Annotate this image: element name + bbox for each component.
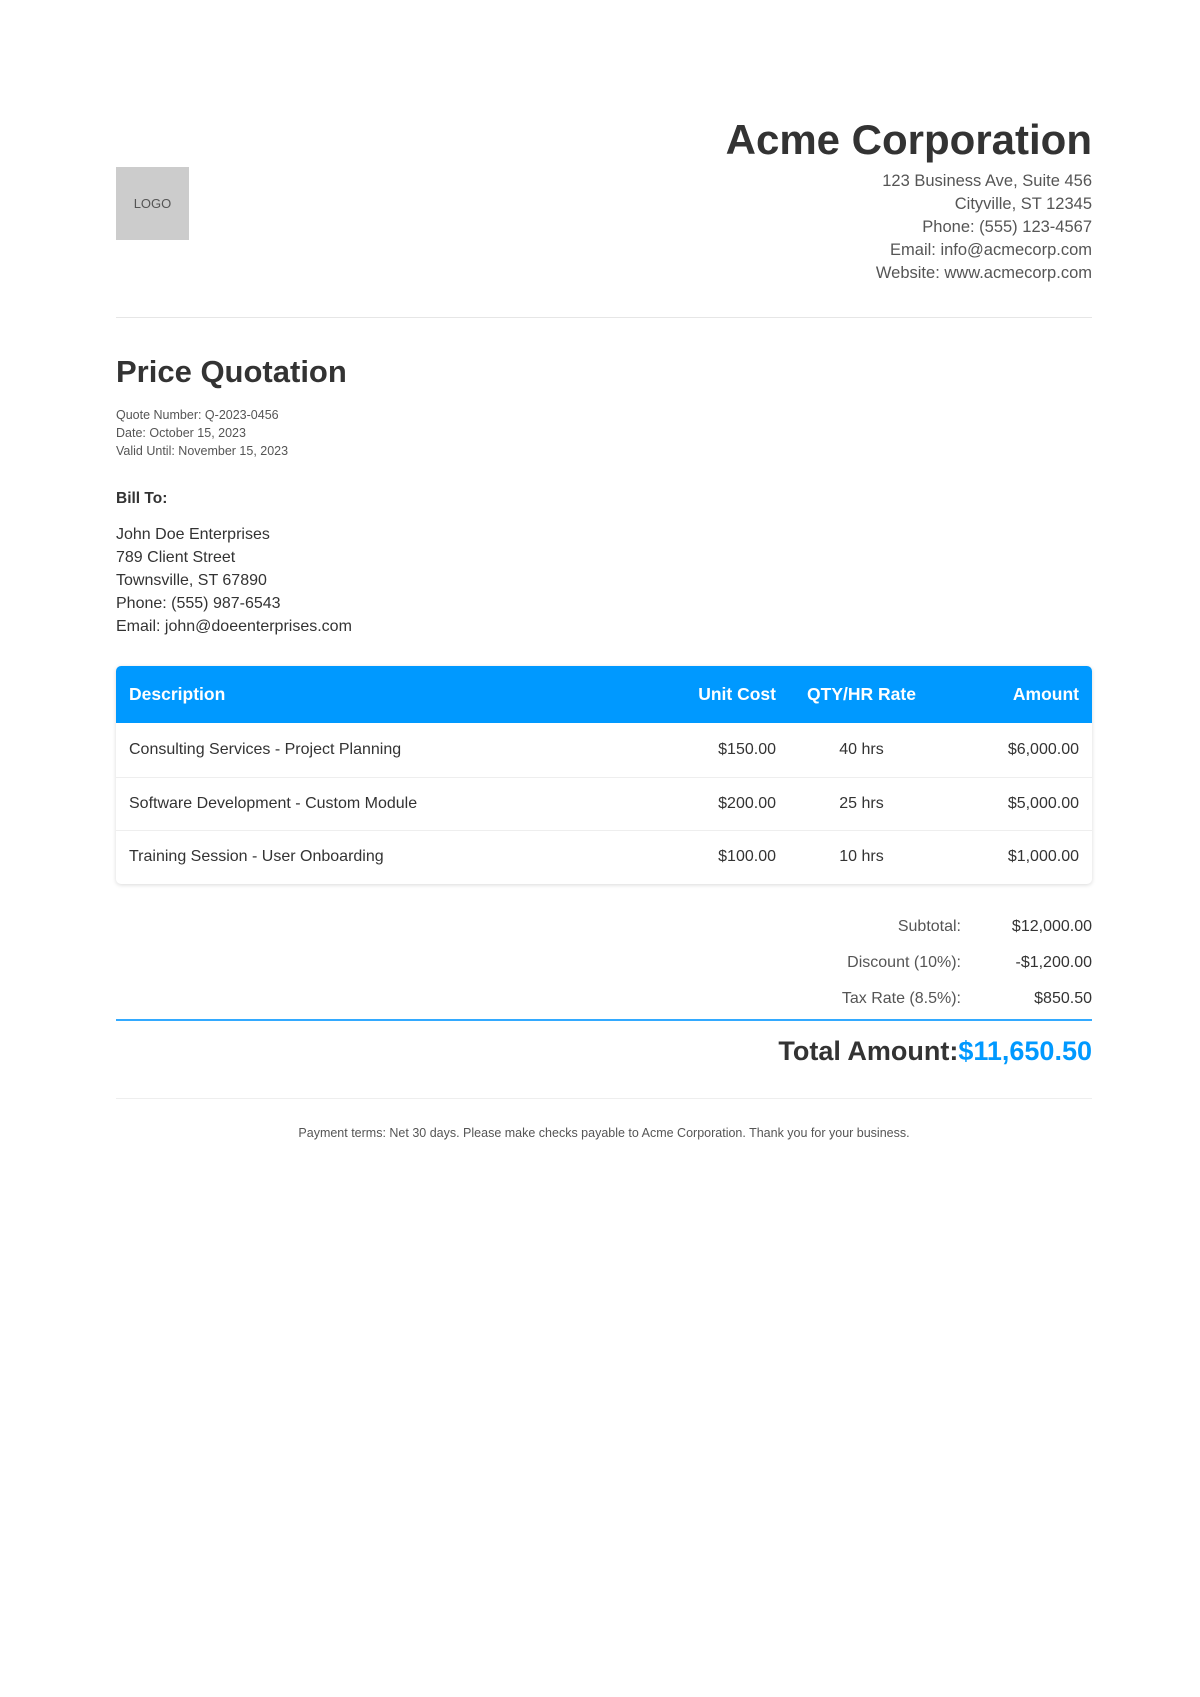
client-street: 789 Client Street xyxy=(116,549,236,566)
subtotal-label: Subtotal: xyxy=(897,918,961,935)
quotation-page xyxy=(116,0,1092,1140)
cell-qty: 10 hrs xyxy=(789,830,934,884)
client-city: Townsville, ST 67890 xyxy=(116,572,267,589)
table-row xyxy=(116,723,1092,777)
cell-unit-cost: $150.00 xyxy=(718,740,776,758)
cell-qty: 40 hrs xyxy=(839,740,884,758)
cell-amount: $5,000.00 xyxy=(934,777,1092,831)
cell-qty: 25 hrs xyxy=(789,777,934,831)
subtotal-value: $12,000.00 xyxy=(1011,918,1092,935)
table-row xyxy=(116,777,1092,831)
tax-value: $850.50 xyxy=(1034,990,1092,1007)
cell-description: Software Development - Custom Module xyxy=(116,777,676,831)
col-qty: QTY/HR Rate xyxy=(789,666,934,723)
company-city: Cityville, ST 12345 xyxy=(954,195,1092,213)
quote-number: Quote Number: Q-2023-0456 xyxy=(116,408,279,422)
client-phone: Phone: (555) 987-6543 xyxy=(116,595,281,612)
quote-meta xyxy=(116,406,288,460)
totals-summary xyxy=(842,909,1092,1017)
total-divider xyxy=(116,1019,1092,1021)
cell-unit-cost: $100.00 xyxy=(676,830,789,884)
col-description: Description xyxy=(116,666,676,723)
client-name: John Doe Enterprises xyxy=(116,526,270,543)
logo-placeholder xyxy=(116,167,189,240)
discount-value: -$1,200.00 xyxy=(1015,954,1092,971)
logo-text: LOGO xyxy=(133,196,172,211)
total-amount xyxy=(778,1036,1092,1067)
payment-terms: Payment terms: Net 30 days. Please make checks payable to Acme Corporation. Thank you for your business. xyxy=(298,1126,910,1140)
cell-amount: $1,000.00 xyxy=(934,830,1092,884)
client-email: Email: john@doeenterprises.com xyxy=(116,618,352,635)
col-amount: Amount xyxy=(934,666,1092,723)
company-website: Website: www.acmecorp.com xyxy=(875,264,1092,282)
quote-valid-until: Valid Until: November 15, 2023 xyxy=(116,444,289,458)
line-items-table xyxy=(116,666,1092,884)
cell-unit-cost: $200.00 xyxy=(676,777,789,831)
total-value: $11,650.50 xyxy=(958,1036,1092,1066)
subtotal-row xyxy=(842,909,1092,945)
page-title: Price Quotation xyxy=(116,354,347,389)
company-info xyxy=(726,114,1092,285)
bill-to-details xyxy=(116,523,352,638)
discount-label: Discount (10%): xyxy=(847,954,961,971)
discount-row xyxy=(842,945,1092,981)
col-unit-cost: Unit Cost xyxy=(676,666,789,723)
company-email: Email: info@acmecorp.com xyxy=(890,241,1092,259)
cell-amount: $6,000.00 xyxy=(1007,740,1079,758)
table-row xyxy=(116,830,1092,884)
company-address: 123 Business Ave, Suite 456 xyxy=(882,172,1092,190)
total-label: Total Amount: xyxy=(778,1036,959,1066)
company-name: Acme Corporation xyxy=(725,116,1092,163)
tax-row xyxy=(842,981,1092,1017)
bill-to-heading: Bill To: xyxy=(116,490,168,507)
cell-description: Training Session - User Onboarding xyxy=(116,830,676,884)
cell-description: Consulting Services - Project Planning xyxy=(129,740,402,758)
table-header-row xyxy=(116,666,1092,723)
tax-label: Tax Rate (8.5%): xyxy=(841,990,961,1007)
quote-date: Date: October 15, 2023 xyxy=(116,426,246,440)
company-phone: Phone: (555) 123-4567 xyxy=(922,218,1092,236)
footer-divider xyxy=(116,1098,1092,1099)
header xyxy=(116,0,1092,318)
